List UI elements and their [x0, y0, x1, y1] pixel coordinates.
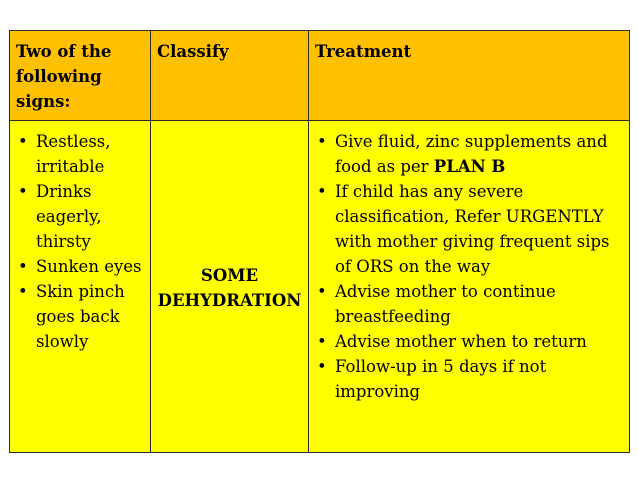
sign-item: [16, 129, 144, 179]
treatment-list: [315, 129, 623, 404]
header-row: [10, 31, 630, 121]
header-treatment: Treatment: [309, 31, 630, 121]
treatment-item: [315, 129, 623, 179]
header-classify: Classify: [151, 31, 309, 121]
bullet-icon: •: [317, 357, 327, 376]
bullet-icon: •: [18, 257, 28, 276]
sign-text: Sunken eyes: [36, 257, 142, 276]
bullet-icon: •: [317, 132, 327, 151]
sign-item: [16, 279, 144, 354]
treatment-item: [315, 329, 623, 354]
plan-b-label: PLAN B: [433, 157, 506, 176]
treatment-text: Give fluid, zinc supplements and food as per: [335, 132, 608, 176]
sign-text: Restless, irritable: [36, 132, 111, 176]
treatment-item: [315, 279, 623, 329]
treatment-text: Follow-up in 5 days if not improving: [335, 357, 547, 401]
classification-table: [9, 30, 630, 453]
bullet-icon: •: [317, 182, 327, 201]
sign-item: [16, 254, 144, 279]
bullet-icon: •: [18, 282, 28, 301]
classification-label: [157, 263, 302, 313]
body-row: [10, 121, 630, 453]
signs-list: [16, 129, 144, 354]
signs-cell: [10, 121, 151, 453]
bullet-icon: •: [317, 282, 327, 301]
sign-item: [16, 179, 144, 254]
classification-line2: DEHYDRATION: [157, 290, 302, 310]
sign-text: Drinks eagerly, thirsty: [36, 182, 102, 251]
bullet-icon: •: [317, 332, 327, 351]
classify-cell: [151, 121, 309, 453]
header-signs: Two of the following signs:: [10, 31, 151, 121]
treatment-text: Advise mother to continue breastfeeding: [335, 282, 556, 326]
treatment-text: If child has any severe classification, Refer URGENTLY with mother giving frequent sips of ORS on the way: [335, 182, 610, 276]
bullet-icon: •: [18, 182, 28, 201]
sign-text: Skin pinch goes back slowly: [36, 282, 125, 351]
classification-line1: SOME: [200, 265, 259, 285]
treatment-cell: [309, 121, 630, 453]
treatment-text: Advise mother when to return: [335, 332, 587, 351]
bullet-icon: •: [18, 132, 28, 151]
treatment-item: [315, 179, 623, 279]
treatment-item: [315, 354, 623, 404]
